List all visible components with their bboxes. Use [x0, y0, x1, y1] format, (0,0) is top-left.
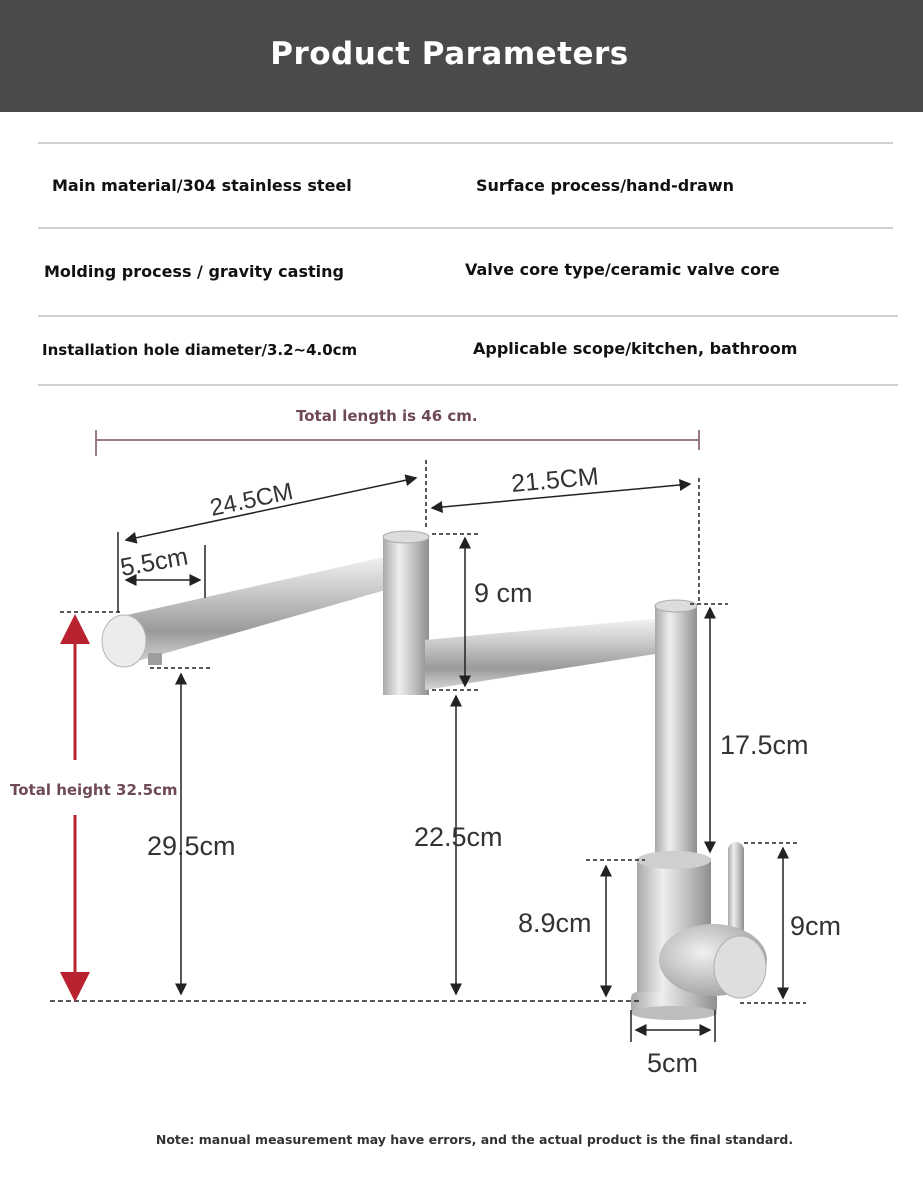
elbow-clearance-label: 22.5cm: [414, 822, 503, 852]
total-height-label: Total height 32.5cm: [10, 781, 178, 799]
page-title: Product Parameters: [270, 36, 629, 72]
spout-clearance-label: 29.5cm: [147, 831, 236, 861]
faucet-illustration: [102, 531, 767, 1020]
spec-surface-process: Surface process/hand-drawn: [476, 176, 735, 195]
lower-arm-label: 21.5CM: [510, 462, 600, 498]
handle-height-label: 9cm: [790, 911, 842, 941]
spout-tip-label: 5.5cm: [118, 542, 191, 582]
total-length-label: Total length is 46 cm.: [296, 407, 478, 425]
spec-main-material: Main material/304 stainless steel: [52, 176, 352, 195]
upper-arm-label: 24.5CM: [207, 477, 296, 522]
footer-note: Note: manual measurement may have errors, and the actual product is the final standard.: [155, 1132, 794, 1147]
spec-molding-process: Molding process / gravity casting: [44, 262, 344, 281]
total-length-line: [96, 430, 699, 456]
body-height-label: 8.9cm: [518, 908, 592, 938]
elbow-height-label: 9 cm: [474, 578, 533, 608]
spec-applicable-scope: Applicable scope/kitchen, bathroom: [473, 339, 798, 358]
spec-installation-hole: Installation hole diameter/3.2~4.0cm: [42, 341, 358, 359]
base-diameter-label: 5cm: [647, 1048, 699, 1078]
spec-valve-core: Valve core type/ceramic valve core: [465, 260, 780, 279]
riser-height-label: 17.5cm: [720, 730, 809, 760]
